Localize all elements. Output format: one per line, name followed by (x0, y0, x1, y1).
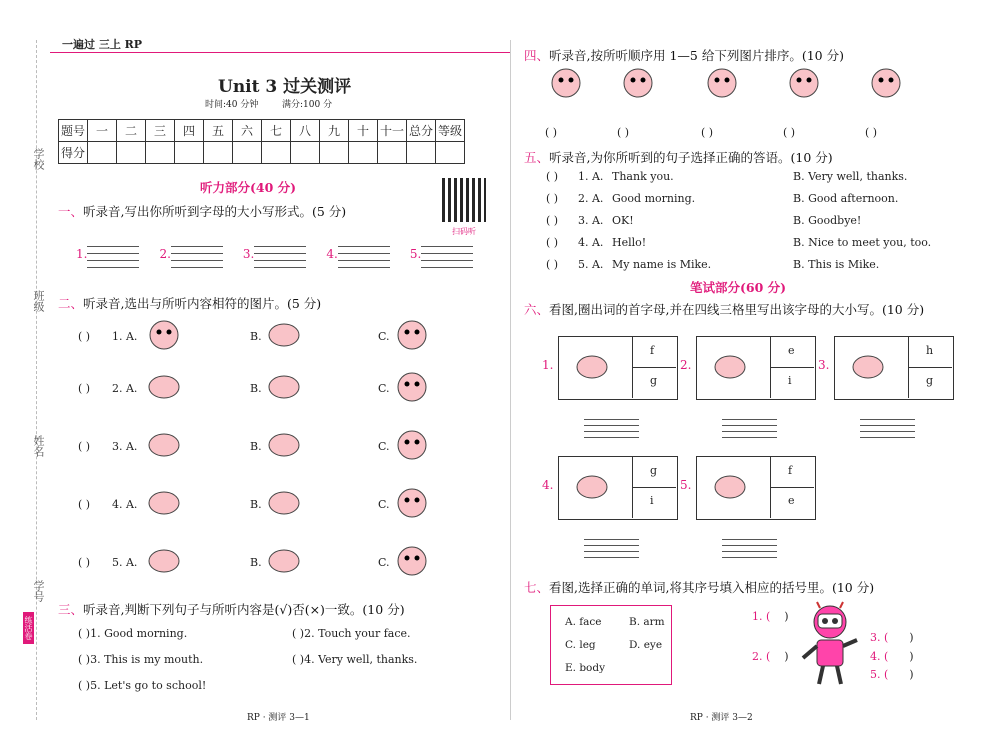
score-cell: 得分 (59, 142, 88, 164)
answer-paren[interactable]: ( ) (865, 126, 878, 139)
q1-num: 一、 (58, 204, 84, 219)
q6-text: 看图,圈出词的首字母,并在四线三格里写出该字母的大小写。(10 分) (549, 302, 925, 317)
q7-close: ) (909, 650, 914, 663)
q6-picture-2-icon (712, 350, 748, 384)
q6-num: 六、 (524, 302, 550, 317)
q2-face-icon (394, 318, 430, 352)
q2-num: 二、 (58, 296, 84, 311)
q6-heading (524, 300, 924, 318)
q6-letter-top[interactable]: f (650, 344, 655, 357)
qr-code-icon[interactable] (442, 178, 486, 222)
q3-item-text: 1. Good morning. (90, 627, 188, 640)
q4-text: 听录音,按所听顺序用 1—5 给下列图片排序。(10 分) (549, 48, 844, 63)
score-cell: 二 (117, 120, 146, 142)
q6-divider (632, 487, 676, 488)
option-b-label: B. (250, 330, 262, 343)
q6-letter-bottom[interactable]: g (926, 374, 934, 387)
score-input[interactable] (146, 142, 175, 164)
q3-item-text: 2. Touch your face. (304, 627, 411, 640)
q5-option-a: Hello! (612, 236, 647, 249)
answer-paren[interactable]: ( ) (546, 214, 559, 227)
q6-item-num: 1. (542, 358, 554, 372)
q6-item-num: 5. (680, 478, 692, 492)
q7-label-num: 3. ( (870, 631, 889, 644)
q5-item-num: 2. A. (578, 192, 604, 205)
q7-label-num: 4. ( (870, 650, 889, 663)
word-option: B. arm (629, 616, 665, 628)
score-input[interactable] (349, 142, 378, 164)
q1-item-num: 1. (76, 247, 88, 261)
q7-close: ) (784, 610, 789, 623)
q3-item-text: 4. Very well, thanks. (304, 653, 418, 666)
word-option: C. leg (565, 639, 596, 651)
q7-label-1[interactable] (752, 610, 789, 623)
q7-num: 七、 (524, 580, 550, 595)
option-c-label: C. (378, 330, 390, 343)
four-line-grid[interactable] (338, 240, 390, 268)
answer-paren[interactable]: ( ) (78, 382, 91, 395)
page-title: Unit 3 过关测评 (218, 77, 352, 97)
option-c-label: C. (378, 382, 390, 395)
q7-close: ) (909, 668, 914, 681)
q6-item-num: 2. (680, 358, 692, 372)
q2-arm-icon (266, 544, 302, 578)
qr-label: 扫码听 (452, 227, 476, 236)
q2-boy-icon (394, 428, 430, 462)
q3-heading (58, 600, 405, 618)
side-id: 学号 (32, 580, 45, 602)
answer-paren: ( ) (78, 653, 91, 666)
q2-hand-icon (146, 544, 182, 578)
score-cell: 十 (349, 120, 378, 142)
score-cell: 十一 (378, 120, 407, 142)
answer-paren: ( ) (292, 653, 305, 666)
q2-item-num: 3. A. (112, 440, 138, 453)
q1-heading (58, 202, 346, 220)
q2-leg-icon (394, 544, 430, 578)
q6-letter-top[interactable]: e (788, 344, 795, 357)
four-line-grid[interactable] (860, 414, 915, 438)
score-input[interactable] (204, 142, 233, 164)
four-line-grid[interactable] (171, 240, 223, 268)
q3-text: 听录音,判断下列句子与所听内容是(√)否(×)一致。(10 分) (83, 602, 405, 617)
answer-paren[interactable]: ( ) (545, 126, 558, 139)
q3-item[interactable] (292, 653, 417, 666)
footer-left: RP · 测评 3—1 (247, 713, 310, 723)
footer-right: RP · 测评 3—2 (690, 713, 753, 723)
q2-foot-icon (146, 428, 182, 462)
q2-ear-icon (266, 318, 302, 352)
q1-item-num: 3. (242, 247, 255, 261)
answer-paren[interactable]: ( ) (546, 170, 559, 183)
q3-item[interactable] (292, 627, 411, 640)
answer-paren: ( ) (78, 679, 91, 692)
four-line-grid[interactable] (584, 534, 639, 558)
q6-item-num: 4. (542, 478, 554, 492)
q1-item-num: 4. (326, 247, 338, 261)
score-cell: 题号 (59, 120, 88, 142)
word-option: E. body (565, 662, 606, 674)
word-bank (550, 605, 672, 685)
child-5-icon (868, 66, 904, 100)
q3-num: 三、 (58, 602, 84, 617)
page-divider (510, 40, 511, 720)
answer-paren[interactable]: ( ) (78, 498, 91, 511)
q5-option-a: OK! (612, 214, 634, 227)
q7-text: 看图,选择正确的单词,将其序号填入相应的括号里。(10 分) (549, 580, 875, 595)
q6-letter-top[interactable]: g (650, 464, 658, 477)
listening-title: 听力部分(40 分) (200, 180, 297, 195)
q5-item-num: 1. A. (578, 170, 604, 183)
q2-face-icon (146, 486, 182, 520)
q6-divider (632, 367, 676, 368)
score-input[interactable] (262, 142, 291, 164)
q6-picture-4-icon (574, 470, 610, 504)
q5-item-num: 4. A. (578, 236, 604, 249)
q3-item-text: 5. Let's go to school! (90, 679, 207, 692)
score-cell: 一 (88, 120, 117, 142)
q2-heading (58, 294, 321, 312)
score-cell: 四 (175, 120, 204, 142)
score-input[interactable] (175, 142, 204, 164)
q5-option-b: B. Goodbye! (793, 214, 862, 227)
q6-divider (770, 487, 814, 488)
q7-label-num: 2. ( (752, 650, 771, 663)
q5-option-a: Thank you. (612, 170, 674, 183)
child-4-icon (786, 66, 822, 100)
q6-item-num: 3. (818, 358, 830, 372)
word-option: D. eye (629, 639, 663, 651)
q6-divider (770, 367, 814, 368)
q6-letter-top[interactable]: f (788, 464, 793, 477)
score-input[interactable] (117, 142, 146, 164)
option-b-label: B. (250, 440, 262, 453)
score-cell: 总分 (407, 120, 436, 142)
score-cell: 七 (262, 120, 291, 142)
q2-nose-icon (146, 370, 182, 404)
four-line-grid[interactable] (722, 534, 777, 558)
option-c-label: C. (378, 440, 390, 453)
q3-item[interactable] (78, 627, 187, 640)
answer-paren[interactable]: ( ) (78, 556, 91, 569)
score-input[interactable] (88, 142, 117, 164)
score-cell: 六 (233, 120, 262, 142)
q5-item-num: 3. A. (578, 214, 604, 227)
header-rule (50, 52, 510, 53)
score-table (58, 119, 465, 164)
q7-label-2[interactable] (752, 650, 789, 663)
q2-item-num: 4. A. (112, 498, 138, 511)
q6-letter-bottom[interactable]: i (788, 374, 792, 387)
q2-head-icon (394, 486, 430, 520)
child-2-icon (620, 66, 656, 100)
q5-option-b: B. Nice to meet you, too. (793, 236, 932, 249)
q5-option-a: Good morning. (612, 192, 696, 205)
q2-text: 听录音,选出与所听内容相符的图片。(5 分) (83, 296, 322, 311)
side-tag: 练活卷 (23, 612, 34, 644)
four-line-grid[interactable] (722, 414, 777, 438)
q5-option-a: My name is Mike. (612, 258, 712, 271)
side-school: 学校 (32, 148, 45, 170)
q1-item-num: 5. (409, 247, 422, 261)
q5-text: 听录音,为你所听到的句子选择正确的答语。(10 分) (549, 150, 833, 165)
robot-icon (795, 600, 865, 688)
child-3-icon (704, 66, 740, 100)
score-cell: 九 (320, 120, 349, 142)
q3-item-text: 3. This is my mouth. (90, 653, 204, 666)
side-name: 姓名 (32, 435, 45, 457)
q1-text: 听录音,写出你所听到字母的大小写形式。(5 分) (83, 204, 347, 219)
score-input[interactable] (436, 142, 465, 164)
q7-close: ) (909, 631, 914, 644)
q1-item-num: 2. (159, 247, 171, 261)
q6-letter-bottom[interactable]: e (788, 494, 795, 507)
answer-paren[interactable]: ( ) (783, 126, 796, 139)
q4-heading (524, 46, 844, 64)
side-class: 班级 (32, 290, 45, 312)
q6-picture-3-icon (850, 350, 886, 384)
answer-paren: ( ) (292, 627, 305, 640)
q5-option-b: B. Very well, thanks. (793, 170, 908, 183)
writing-title: 笔试部分(60 分) (690, 280, 787, 295)
answer-paren[interactable]: ( ) (701, 126, 714, 139)
q2-eye-icon (146, 318, 182, 352)
score-input[interactable] (378, 142, 407, 164)
q6-letter-top[interactable]: h (926, 344, 934, 357)
answer-paren[interactable]: ( ) (546, 258, 559, 271)
q2-hand-icon (266, 428, 302, 462)
answer-paren[interactable]: ( ) (546, 236, 559, 249)
q6-letter-bottom[interactable]: i (650, 494, 654, 507)
answer-paren[interactable]: ( ) (617, 126, 630, 139)
score-input[interactable] (407, 142, 436, 164)
brand-label: 一遍过 三上 RP (62, 38, 143, 51)
answer-paren[interactable]: ( ) (546, 192, 559, 205)
q2-item-num: 2. A. (112, 382, 138, 395)
q4-num: 四、 (524, 48, 550, 63)
q2-mouth-icon (266, 370, 302, 404)
option-c-label: C. (378, 498, 390, 511)
q3-item[interactable] (78, 653, 203, 666)
time-info: 时间:40 分钟 (205, 100, 259, 110)
q5-item-num: 5. A. (578, 258, 604, 271)
q2-teeth-icon (394, 370, 430, 404)
q5-option-b: B. Good afternoon. (793, 192, 899, 205)
q5-num: 五、 (524, 150, 550, 165)
score-cell: 三 (146, 120, 175, 142)
q3-item[interactable] (78, 679, 206, 692)
option-b-label: B. (250, 498, 262, 511)
four-line-grid[interactable] (584, 414, 639, 438)
score-cell: 八 (291, 120, 320, 142)
q5-heading (524, 148, 833, 166)
q2-item-num: 5. A. (112, 556, 138, 569)
binding-line (36, 40, 37, 720)
four-line-grid[interactable] (254, 240, 306, 268)
score-input[interactable] (320, 142, 349, 164)
q7-label-num: 1. ( (752, 610, 771, 623)
score-cell: 等级 (436, 120, 465, 142)
q7-label-3[interactable] (870, 631, 914, 644)
option-b-label: B. (250, 382, 262, 395)
q7-label-5[interactable] (870, 668, 914, 681)
score-cell: 五 (204, 120, 233, 142)
q7-label-num: 5. ( (870, 668, 889, 681)
child-1-icon (548, 66, 584, 100)
q6-letter-bottom[interactable]: g (650, 374, 658, 387)
answer-paren: ( ) (78, 627, 91, 640)
q2-girl-icon (266, 486, 302, 520)
score-info: 满分:100 分 (282, 100, 333, 110)
four-line-grid[interactable] (87, 240, 139, 268)
four-line-grid[interactable] (421, 240, 473, 268)
option-c-label: C. (378, 556, 390, 569)
q7-label-4[interactable] (870, 650, 914, 663)
answer-paren[interactable]: ( ) (78, 330, 91, 343)
q7-heading (524, 578, 874, 596)
score-input[interactable] (291, 142, 320, 164)
q6-picture-1-icon (574, 350, 610, 384)
word-option: A. face (565, 616, 602, 628)
option-b-label: B. (250, 556, 262, 569)
q6-picture-5-icon (712, 470, 748, 504)
answer-paren[interactable]: ( ) (78, 440, 91, 453)
q7-close: ) (784, 650, 789, 663)
q6-divider (908, 367, 952, 368)
q2-item-num: 1. A. (112, 330, 138, 343)
q5-option-b: B. This is Mike. (793, 258, 880, 271)
q1-lines (76, 240, 473, 268)
score-input[interactable] (233, 142, 262, 164)
